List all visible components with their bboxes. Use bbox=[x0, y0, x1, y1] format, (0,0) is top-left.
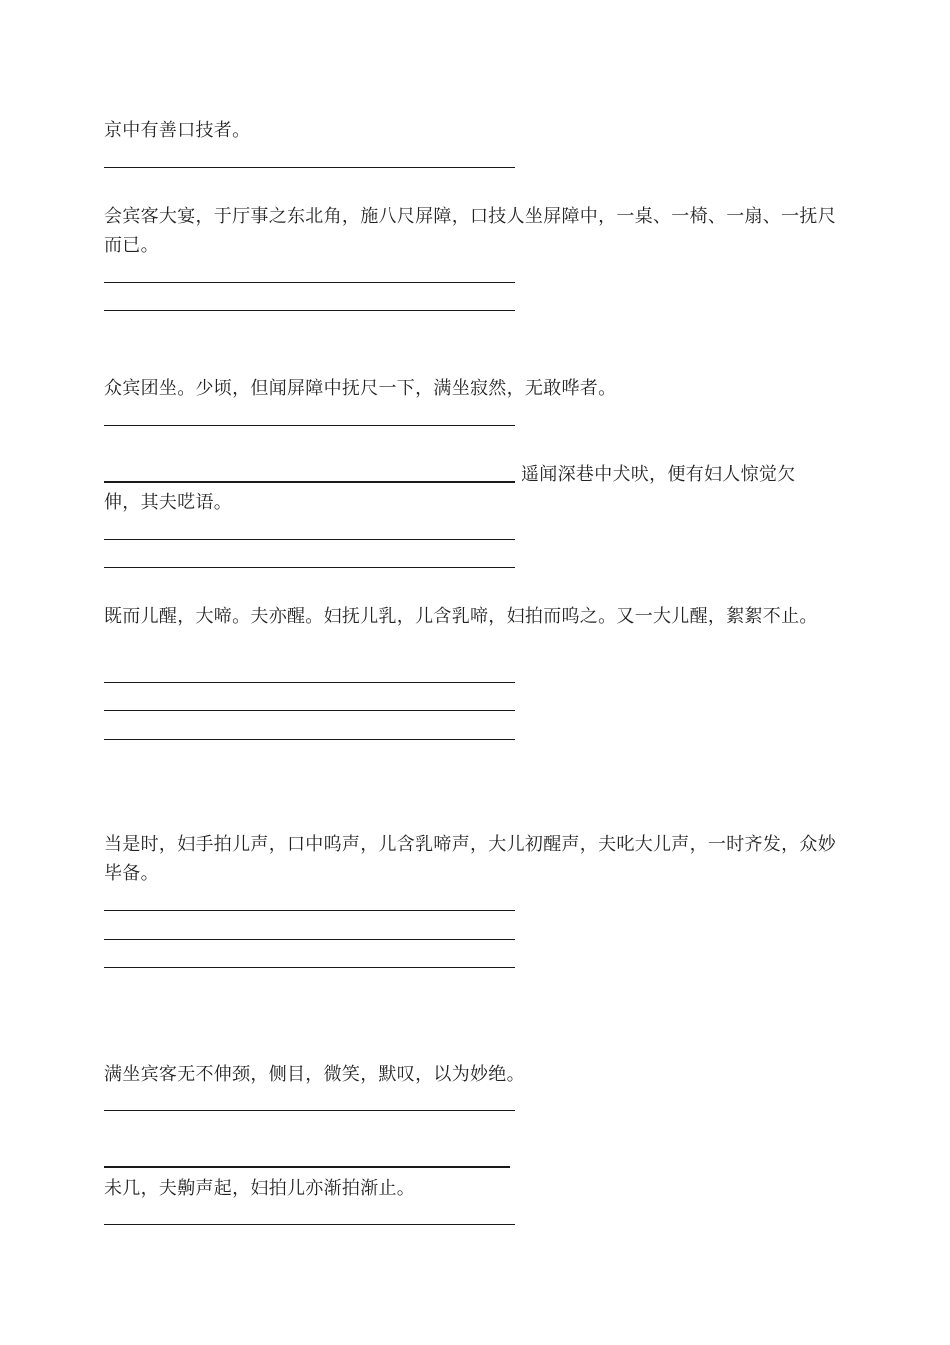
answer-line-1-1[interactable] bbox=[104, 167, 515, 168]
passage-4-part-2: 伸，其夫呓语。 bbox=[104, 492, 233, 513]
passage-3: 众宾团坐。少顷，但闻屏障中抚尺一下，满坐寂然，无敢哗者。 bbox=[104, 378, 617, 399]
passage-5: 既而儿醒，大啼。夫亦醒。妇抚儿乳，儿含乳啼，妇拍而呜之。又一大儿醒，絮絮不止。 bbox=[104, 606, 818, 627]
answer-line-6-1[interactable] bbox=[104, 910, 515, 911]
answer-line-4-2[interactable] bbox=[104, 567, 515, 568]
passage-6: 当是时，妇手拍儿声，口中呜声，儿含乳啼声，大儿初醒声，夫叱大儿声，一时齐发，众妙毕备。 bbox=[104, 834, 836, 884]
answer-line-7-1[interactable] bbox=[104, 1110, 515, 1111]
passage-4-part-1: 遥闻深巷中犬吠，便有妇人惊觉欠 bbox=[521, 464, 796, 485]
answer-line-2-2[interactable] bbox=[104, 310, 515, 311]
answer-line-5-1[interactable] bbox=[104, 682, 515, 683]
answer-line-4-1[interactable] bbox=[104, 539, 515, 540]
fill-blank-line-4[interactable] bbox=[104, 481, 515, 483]
answer-line-2-1[interactable] bbox=[104, 282, 515, 283]
fill-blank-line-8[interactable] bbox=[104, 1166, 510, 1168]
answer-line-8-1[interactable] bbox=[104, 1224, 515, 1225]
passage-2: 会宾客大宴，于厅事之东北角，施八尺屏障，口技人坐屏障中，一桌、一椅、一扇、一抚尺而已。 bbox=[104, 206, 836, 256]
passage-8: 未几，夫齁声起，妇拍儿亦渐拍渐止。 bbox=[104, 1178, 416, 1199]
answer-line-3-1[interactable] bbox=[104, 425, 515, 426]
answer-line-5-3[interactable] bbox=[104, 739, 515, 740]
answer-line-6-3[interactable] bbox=[104, 967, 515, 968]
answer-line-5-2[interactable] bbox=[104, 710, 515, 711]
answer-line-6-2[interactable] bbox=[104, 939, 515, 940]
passage-7: 满坐宾客无不伸颈，侧目，微笑，默叹，以为妙绝。 bbox=[104, 1064, 525, 1085]
passage-1: 京中有善口技者。 bbox=[104, 120, 251, 141]
